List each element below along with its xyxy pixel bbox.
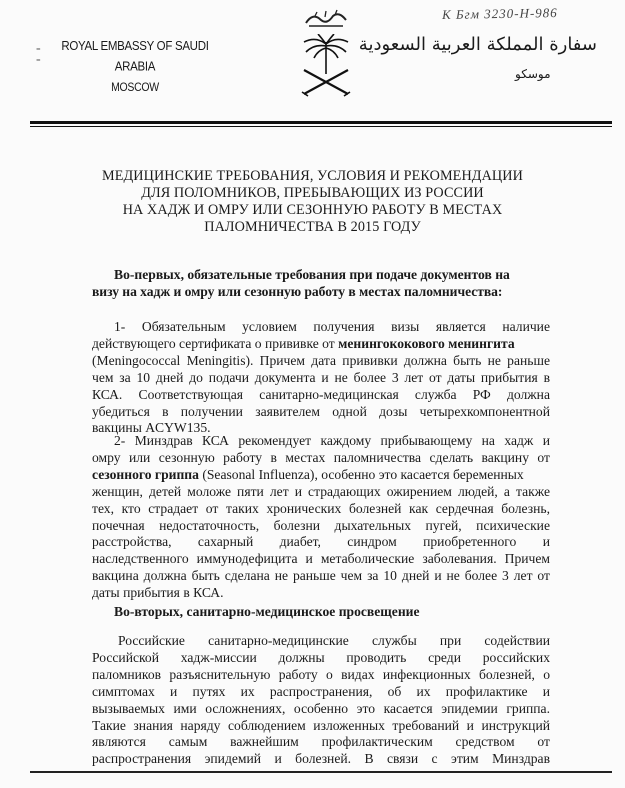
- item1-paragraph-cont: [92, 336, 550, 437]
- text-span: (Seasonal Influenza), особенно это касается беременных: [202, 466, 524, 482]
- text-line: паломников разъяснительную работу о видах инфекционных болезней, о: [92, 666, 550, 682]
- text-line: Такие знания наряду соблюдением изложенных требований и инструкций: [92, 717, 550, 733]
- embassy-name-ar: سفارة المملكة العربية السعودية: [358, 34, 597, 55]
- embassy-name-en: ROYAL EMBASSY OF SAUDI ARABIA: [61, 39, 209, 74]
- text-line: Российские санитарно-медицинские службы при содействии: [118, 633, 550, 648]
- text-line: вызываемых ими осложнениях, особенно это касается эпидемии гриппа.: [92, 700, 550, 716]
- text-line: 2- Минздрав КСА рекомендует каждому прибывающему на хадж и: [114, 433, 550, 448]
- text-line: чем за 10 дней до подачи документа и не более 3 лет от даты прибытия в: [92, 369, 550, 385]
- bold-term: сезонного гриппа: [92, 466, 199, 482]
- para3-first-line: [118, 633, 550, 650]
- title-line: ДЛЯ ПОЛОМНИКОВ, ПРЕБЫВАЮЩИХ ИЗ РОССИИ: [141, 185, 484, 201]
- text-line: тех, кто страдает от таких хронических болезней как сердечная болезнь,: [92, 500, 550, 516]
- letterhead-english: [60, 36, 210, 98]
- text-line: вакцины ACYW135.: [92, 420, 211, 436]
- section1-heading-line2: визу на хадж и омру или сезонную работу в местах паломничества:: [92, 284, 503, 299]
- title-line: ПАЛОМНИЧЕСТВА В 2015 ГОДУ: [204, 219, 421, 235]
- embassy-city-ar: موسكو: [515, 67, 551, 81]
- text-line: вакцина должна быть сделана не раньше чем за 10 дней и не более 3 лет от: [92, 568, 550, 584]
- handwritten-reference: К Бгм 3230-Н-986: [441, 4, 558, 23]
- letterhead-rule-thick: [30, 121, 612, 124]
- text-line: расстройства, сахарный диабет, синдром приобретенного и: [92, 534, 550, 550]
- text-line: почечная недостаточность, болезни дыхательных пугей, психические: [92, 517, 550, 533]
- item2-paragraph: [114, 433, 550, 450]
- text-line: наследственного иммунодефицита и метаболические заболевания. Причем: [92, 551, 550, 567]
- calligraphy-seal-icon: [303, 8, 349, 30]
- text-line: (Meningococcal Meningitis). Причем дата прививки должна быть не раньше: [92, 352, 550, 368]
- letterhead-rule-thin: [30, 126, 612, 127]
- hand-mark-1: -: [36, 41, 41, 56]
- title-line: НА ХАДЖ И ОМРУ ИЛИ СЕЗОННУЮ РАБОТУ В МЕСТАХ: [122, 202, 503, 218]
- section2-heading: Во-вторых, санитарно-медицинское просвещение: [114, 604, 420, 619]
- embassy-city-en: MOSCOW: [111, 80, 159, 95]
- text-line: омру или сезонную работу в местах паломничества сделать вакцину от: [92, 450, 550, 465]
- text-line: [92, 336, 550, 353]
- text-line: являются самым важнейшим профилактическим средством от: [92, 734, 550, 750]
- text-line: 1- Обязательным условием получения визы является наличие: [114, 319, 550, 334]
- text-line: женщин, детей моложе пяти лет и страдающих ожирением людей, а также: [92, 483, 550, 499]
- item2-paragraph-cont: [92, 450, 550, 602]
- text-line: Российской хадж-миссии должны проводить среди российских: [92, 650, 550, 665]
- text-span: действующего сертификата о прививке от: [92, 336, 335, 351]
- item1-paragraph: [114, 319, 550, 336]
- footer-rule: [30, 771, 612, 773]
- palm-swords-emblem-icon: [296, 34, 356, 98]
- text-line: распространения эпидемий и болезней. В связи с этим Минздрав: [92, 751, 550, 767]
- document-title: [0, 168, 625, 236]
- text-line: КСА. Соответствующая санитарно-медицинская служба РФ должна: [92, 386, 550, 402]
- bold-term: менингококового менингита: [338, 336, 515, 351]
- title-line: МЕДИЦИНСКИЕ ТРЕБОВАНИЯ, УСЛОВИЯ И РЕКОМЕНДАЦИИ: [102, 168, 523, 184]
- text-line: симптомах и путях их распространения, об их профилактике и: [92, 683, 550, 699]
- text-line: [92, 467, 550, 484]
- text-line: убедиться в получении заявителем одной дозы четырехкомпонентной: [92, 403, 550, 419]
- section1-heading-line1: Во-первых, обязательные требования при подаче документов на: [114, 267, 510, 282]
- para3-paragraph: [92, 650, 550, 768]
- text-line: даты прибытия в КСА.: [92, 585, 224, 601]
- hand-mark-2: -: [36, 52, 41, 67]
